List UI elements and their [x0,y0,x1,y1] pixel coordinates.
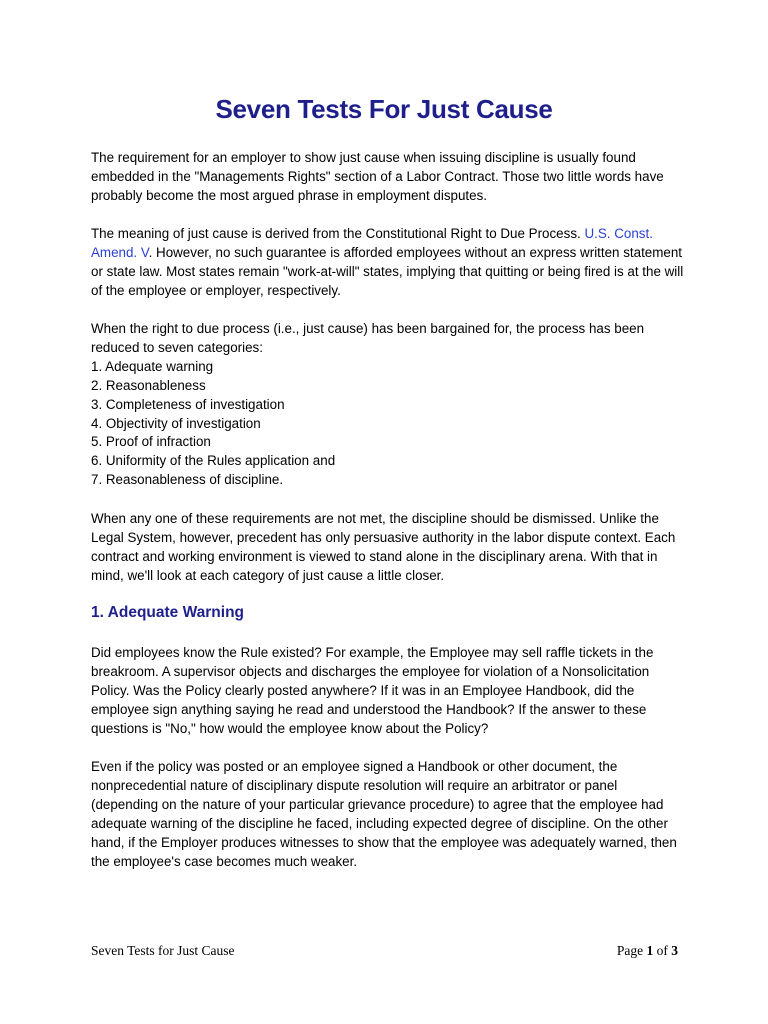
constitution-link[interactable]: U.S. Const. Amend. V [91,226,653,260]
section1-paragraph1 [91,644,686,739]
intro-paragraph [91,149,686,206]
document-title: Seven Tests For Just Cause [215,94,553,124]
due-process-paragraph [91,225,686,301]
categories-intro: When the right to due process (i.e., just cause) has been bargained for, the process has been reduced to seven categories: [91,321,645,355]
page-of: of [653,943,672,958]
footer-page-number [617,943,678,959]
list-item: 5. Proof of infraction [91,434,211,450]
intro-paragraph-text: The requirement for an employer to show just cause when issuing discipline is usually found embedded in the "Managements Rights" section of a Labor Contract. Those two little words have probably become the most argued phrase in employment disputes. [91,150,664,203]
list-item: 7. Reasonableness of discipline. [91,472,284,488]
section-heading-adequate-warning: 1. Adequate Warning [91,604,245,621]
list-item: 6. Uniformity of the Rules application and [91,453,336,469]
page-label: Page [616,943,647,958]
due-process-paragraph-text [91,225,686,301]
list-item: 1. Adequate warning [91,358,214,374]
section1-paragraph1-text: Did employees know the Rule existed? For example, the Employee may sell raffle tickets in the breakroom. A supervisor objects and discharges the employee for violation of a Nonsolicitation Policy. Was the Policy clearly posted anywhere? If it was in an Employee Handbook, did the employee sign anything saying he read and understood the Handbook? If the answer to these questions is "No," how would the employee know about the Policy? [91,645,654,736]
requirements-paragraph-text: When any one of these requirements are not met, the discipline should be dismissed. Unlike the Legal System, however, precedent has only persuasive authority in the labor dispute context. Each contract and working environment is viewed to stand alone in the disciplinary arena. With that in mind, we'll look at each category of just cause a little closer. [91,511,676,583]
categories-section [91,320,686,490]
section1-paragraph2-text: Even if the policy was posted or an employee signed a Handbook or other document, the nonprecedential nature of disciplinary dispute resolution will require an arbitrator or panel (depending on the nature of your particular grievance procedure) to agree that the employee had adequate warning of the discipline he faced, including expected degree of discipline. On the other hand, if the Employer produces witnesses to show that the employee was adequately warned, then the employee's case becomes much weaker. [91,759,677,869]
footer-title: Seven Tests for Just Cause [91,943,235,958]
requirements-paragraph [91,510,686,586]
page-total: 3 [671,943,678,958]
list-item: 2. Reasonableness [91,377,206,393]
page-current: 1 [646,943,654,958]
due-process-text-after: . However, no such guarantee is afforded employees without an express written statement or state law. Most states remain "work-at-will" states, implying that quitting or being fired is at the will of the employee or employer, respectively. [91,244,684,298]
section1-paragraph2 [91,758,686,871]
list-item: 3. Completeness of investigation [91,396,285,412]
list-item: 4. Objectivity of investigation [91,415,261,431]
due-process-text-before: The meaning of just cause is derived from the Constitutional Right to Due Process. [91,226,585,241]
